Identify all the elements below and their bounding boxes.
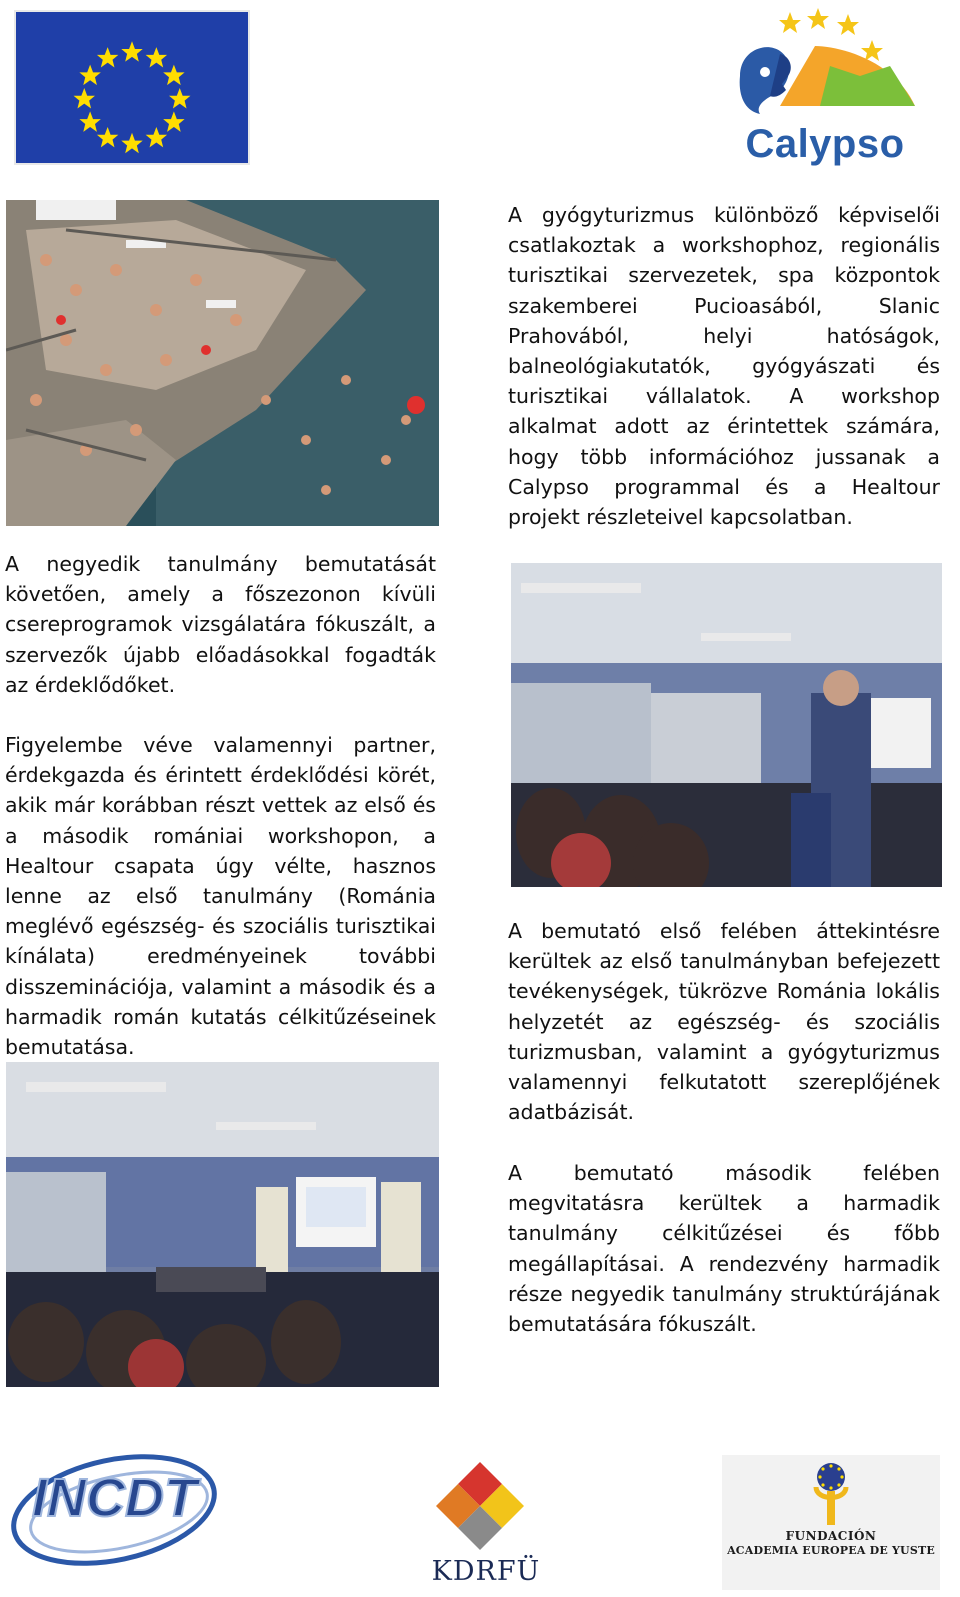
academia-label: ACADEMIA EUROPEA DE YUSTE (727, 1544, 935, 1557)
calypso-logo (720, 6, 930, 166)
kdrfu-emblem-icon (430, 1452, 542, 1552)
calypso-wordmark: Calypso (745, 122, 905, 166)
eu-flag-logo (14, 10, 250, 165)
fundacion-label: FUNDACIÓN (785, 1529, 877, 1543)
kdrfu-logo (430, 1452, 542, 1592)
paragraph-healtour-team: Figyelembe véve valamennyi partner, érdekgazda és érintett érdeklődési körét, akik már korábban részt vettek az első és a második romániai workshopon, a Healtour csapata úgy vélte, hasznos lenne az első tanulmány (Románia meglévő egészség- és szociális turisztikai kínálata) eredményeinek további disszeminációja, valamint a második és a harmadik román kutatás célkitűzéseinek bemutatása. (5, 733, 436, 1060)
incdt-logo (4, 1440, 249, 1588)
beach-photo (6, 200, 439, 526)
kdrfu-wordmark: KDRFÜ (431, 1556, 541, 1587)
paragraph-second-half: A bemutató második felében megvitatásra kerültek a harmadik tanulmány célkitűzései és főbb megállapításai. A rendezvény harmadik része negyedik tanulmány struktúrájának bemutatására fókuszált. (508, 1161, 940, 1337)
workshop-photo-audience (6, 1062, 439, 1387)
svg-text:INCDT: INCDT (32, 1468, 197, 1528)
yuste-emblem-icon (808, 1461, 854, 1527)
paragraph-fourth-study: A negyedik tanulmány bemutatását követően, amely a főszezonon kívüli csereprogramok vizsgálatára fókuszált, a szervezők újabb előadásokkal fogadták az érdeklődőket. (5, 552, 436, 697)
paragraph-first-half: A bemutató első felében áttekintésre kerültek az első tanulmányban befejezett tevékenységek, tükrözve Románia lokális helyzetét az egészség- és szociális turizmusban, valamint a gyógyturizmus valamennyi felkutatott szereplőjének adatbázisát. (508, 919, 940, 1125)
eu-stars-icon (16, 12, 248, 163)
fundacion-yuste-logo (722, 1455, 940, 1590)
workshop-photo-presenter (511, 563, 942, 887)
paragraph-participants: A gyógyturizmus különböző képviselői csatlakoztak a workshophoz, regionális turisztikai szervezetek, spa központok szakemberei Pucioasából, Slanic Prahovából, helyi hatóságok, balneológiakutatók, gyógyászati és turisztikai vállalatok. A workshop alkalmat adott az érintettek számára, hogy több információhoz jussanak a Calypso programmal és a Healtour projekt részleteivel kapcsolatban. (508, 203, 940, 530)
incdt-emblem-icon (4, 1440, 249, 1588)
